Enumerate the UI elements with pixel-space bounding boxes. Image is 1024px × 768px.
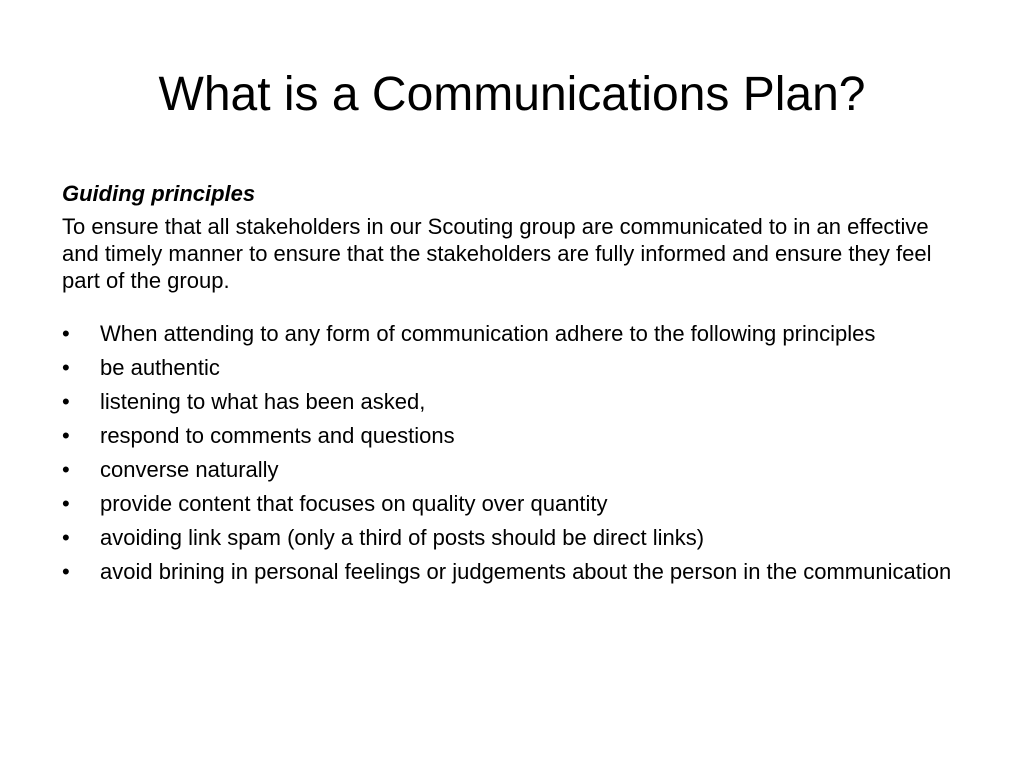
- bullet-text: provide content that focuses on quality over quantity: [100, 491, 608, 516]
- slide-title: What is a Communications Plan?: [158, 68, 866, 121]
- bullet-item: [62, 490, 962, 517]
- bullet-icon: •: [62, 491, 70, 516]
- bullet-item: [62, 524, 962, 551]
- bullet-item: [62, 422, 962, 449]
- bullet-text: be authentic: [100, 355, 220, 380]
- bullet-text: listening to what has been asked,: [100, 389, 426, 414]
- intro-paragraph: To ensure that all stakeholders in our Scouting group are communicated to in an effective and timely manner to ensure that the stakeholders are fully informed and ensure they feel part of the group.: [62, 214, 932, 293]
- bullet-text: avoid brining in personal feelings or judgements about the person in the communication: [100, 559, 952, 584]
- bullet-list: [62, 320, 962, 585]
- bullet-icon: •: [62, 559, 70, 584]
- bullet-icon: •: [62, 355, 70, 380]
- bullet-item: [62, 558, 962, 585]
- bullet-text: respond to comments and questions: [100, 423, 455, 448]
- bullet-icon: •: [62, 321, 70, 346]
- bullet-text: When attending to any form of communication adhere to the following principles: [100, 321, 876, 346]
- bullet-item: [62, 456, 962, 483]
- slide-body: [62, 180, 962, 592]
- bullet-icon: •: [62, 389, 70, 414]
- bullet-item: [62, 388, 962, 415]
- bullet-text: avoiding link spam (only a third of posts should be direct links): [100, 525, 705, 550]
- bullet-item: [62, 320, 962, 347]
- bullet-icon: •: [62, 525, 70, 550]
- bullet-icon: •: [62, 423, 70, 448]
- bullet-icon: •: [62, 457, 70, 482]
- bullet-item: [62, 354, 962, 381]
- subheading: Guiding principles: [62, 181, 256, 206]
- bullet-text: converse naturally: [100, 457, 279, 482]
